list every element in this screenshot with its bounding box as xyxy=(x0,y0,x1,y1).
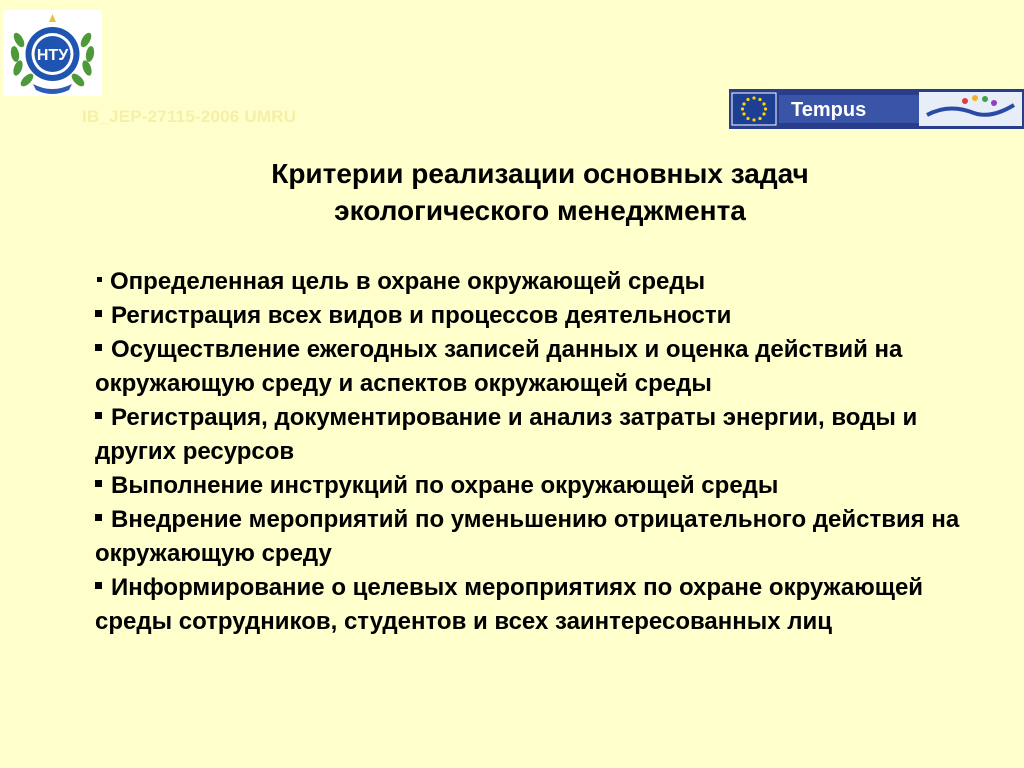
criteria-list xyxy=(95,265,1000,639)
list-item-text: Информирование о целевых мероприятиях по охране окружающей среды сотрудников, студентов и всех заинтересованных лиц xyxy=(95,574,924,635)
list-item xyxy=(95,571,1000,639)
slide-title xyxy=(140,155,940,229)
list-item xyxy=(95,469,1000,503)
list-item xyxy=(95,299,1000,333)
list-item xyxy=(95,333,1000,401)
list-item-text: Определенная цель в охране окружающей среды xyxy=(110,268,706,295)
tempus-label: Tempus xyxy=(791,99,867,121)
list-item-text: Осуществление ежегодных записей данных и оценка действий на окружающую среду и аспектов окружающей среды xyxy=(95,336,903,397)
list-item xyxy=(95,503,1000,571)
list-item xyxy=(95,401,1000,469)
list-item xyxy=(95,265,1000,299)
tempus-banner xyxy=(729,89,1024,129)
bullet-icon xyxy=(95,412,102,419)
logo-text: НТУ xyxy=(36,47,69,64)
list-item-text: Выполнение инструкций по охране окружающей среды xyxy=(111,472,779,499)
bullet-icon xyxy=(95,582,102,589)
list-item-text: Регистрация всех видов и процессов деятельности xyxy=(111,302,732,329)
project-code: IB_JEP-27115-2006 UMRU xyxy=(82,107,297,126)
list-item-text: Регистрация, документирование и анализ затраты энергии, воды и других ресурсов xyxy=(95,404,918,465)
bullet-icon xyxy=(95,310,102,317)
bullet-icon xyxy=(95,480,102,487)
list-item-text: Внедрение мероприятий по уменьшению отрицательного действия на окружающую среду xyxy=(95,506,960,567)
slide-title-line-1: Критерии реализации основных задач xyxy=(271,158,809,189)
bullet-icon xyxy=(95,514,102,521)
bullet-icon xyxy=(95,344,102,351)
slide-title-line-2: экологического менеджмента xyxy=(334,195,746,226)
bullet-icon xyxy=(97,277,102,282)
university-logo xyxy=(3,10,102,96)
